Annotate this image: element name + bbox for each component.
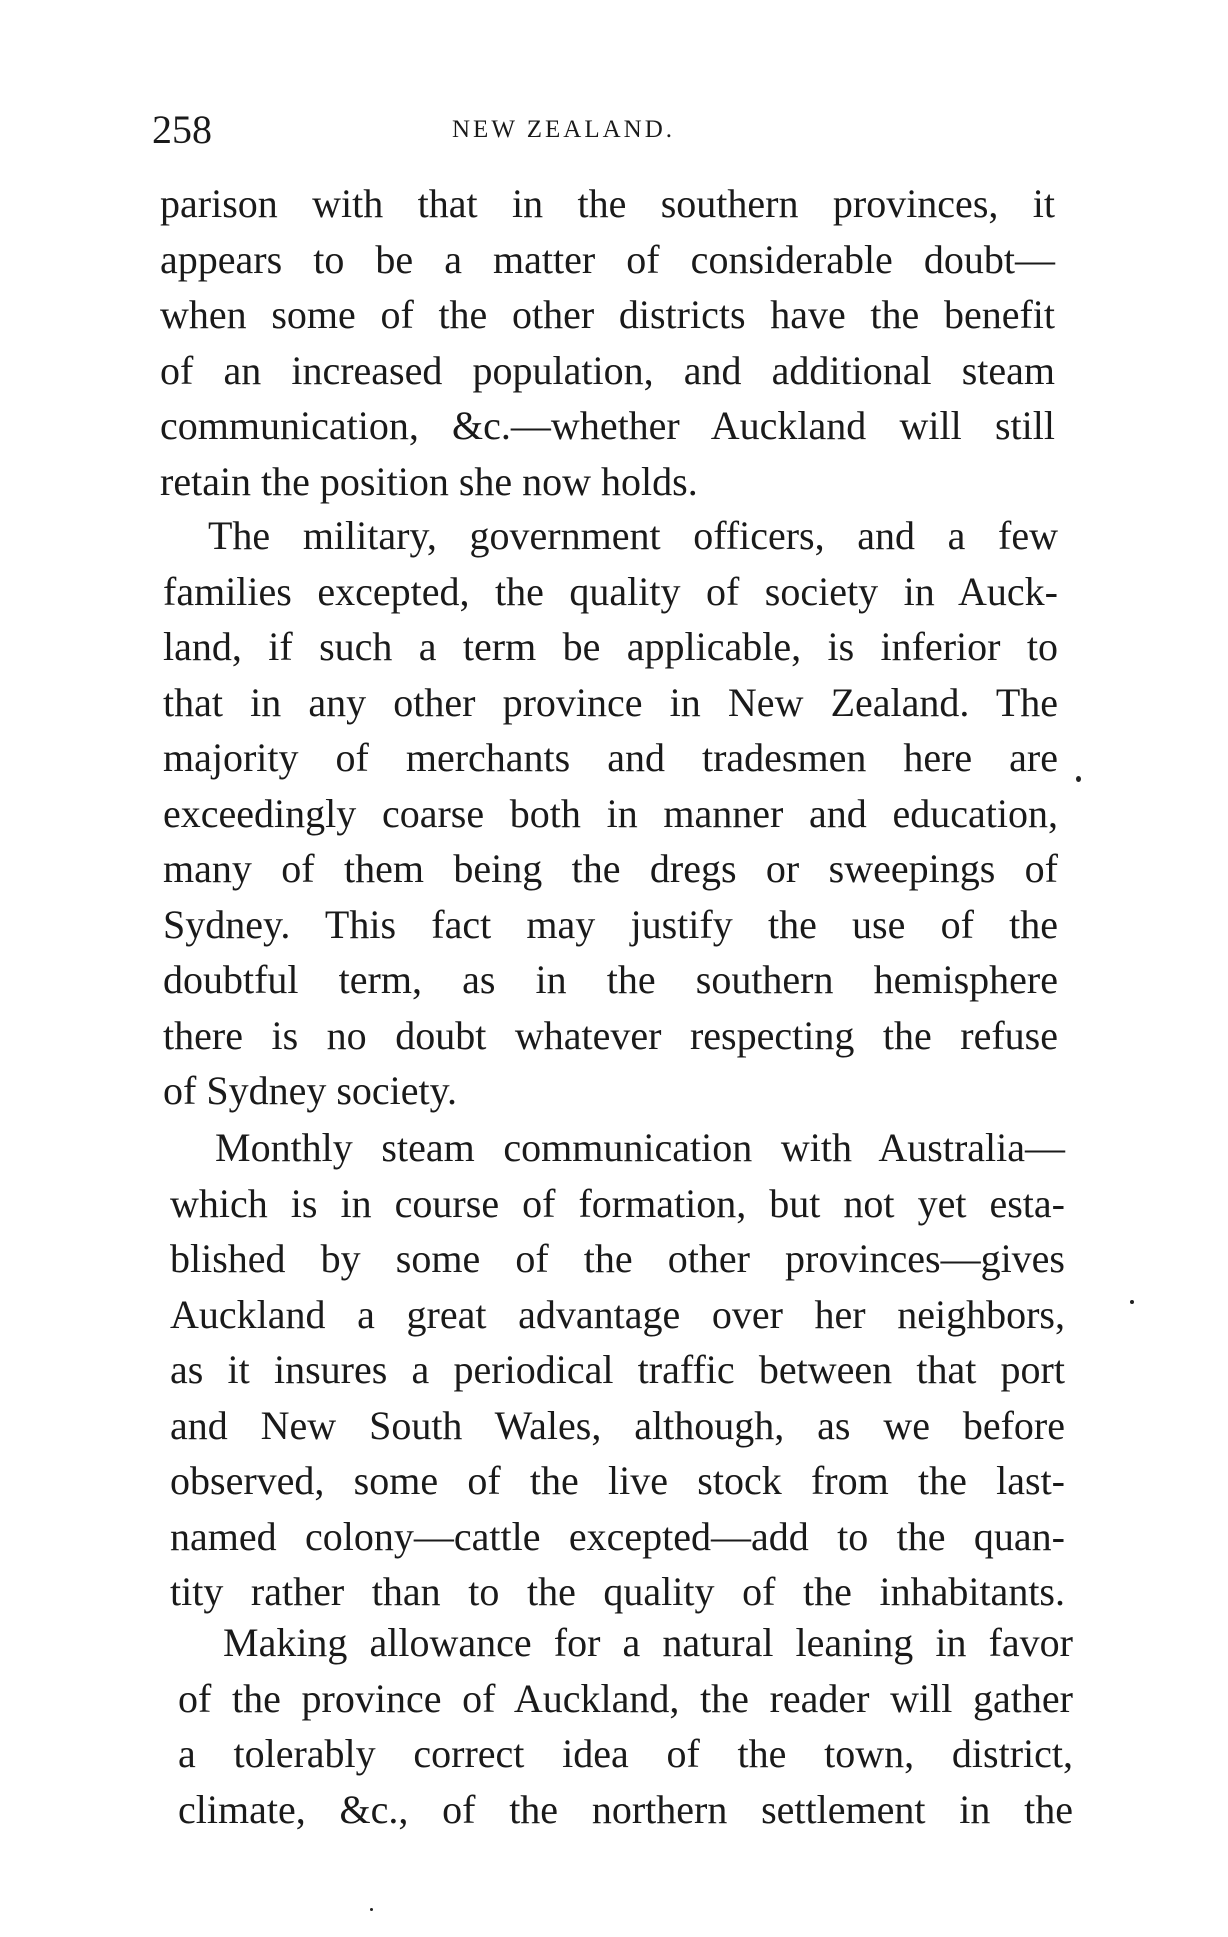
text-line: tity rather than to the quality of the inhabitants. bbox=[170, 1569, 1065, 1614]
paragraph-2 bbox=[163, 508, 1058, 1119]
text-line: and New South Wales, although, as we before bbox=[170, 1402, 1065, 1448]
ink-speck bbox=[1130, 1300, 1134, 1304]
ink-speck bbox=[370, 1908, 373, 1911]
text-line: a tolerably correct idea of the town, district, bbox=[178, 1731, 1073, 1776]
ink-speck bbox=[1076, 776, 1081, 782]
page-number: 258 bbox=[152, 107, 212, 152]
text-line: there is no doubt whatever respecting the refuse bbox=[163, 1012, 1058, 1058]
paragraph-4 bbox=[178, 1615, 1073, 1837]
text-line: retain the position she now holds. bbox=[160, 458, 698, 504]
paragraph-1 bbox=[160, 176, 1055, 509]
text-line: Monthly steam communication with Australia— bbox=[215, 1125, 1065, 1170]
text-line: when some of the other districts have the benefit bbox=[160, 292, 1055, 337]
running-head: NEW ZEALAND. bbox=[452, 116, 675, 143]
text-line: observed, some of the live stock from the last- bbox=[170, 1458, 1065, 1503]
text-line: named colony—cattle excepted—add to the quan- bbox=[170, 1513, 1065, 1559]
text-line: exceedingly coarse both in manner and education, bbox=[163, 790, 1058, 836]
text-line: majority of merchants and tradesmen here are bbox=[163, 735, 1058, 780]
text-line: climate, &c., of the northern settlement in the bbox=[178, 1786, 1073, 1832]
text-line: land, if such a term be applicable, is inferior to bbox=[163, 624, 1058, 669]
text-line: which is in course of formation, but not yet esta- bbox=[170, 1180, 1065, 1226]
text-line: of Sydney society. bbox=[163, 1068, 458, 1113]
text-line: of an increased population, and additional steam bbox=[160, 347, 1055, 393]
text-line: many of them being the dregs or sweepings of bbox=[163, 846, 1058, 891]
text-line: families excepted, the quality of society in Auck- bbox=[163, 568, 1058, 614]
text-line: that in any other province in New Zealand. The bbox=[163, 679, 1058, 725]
text-line: Sydney. This fact may justify the use of the bbox=[163, 901, 1058, 947]
text-line: doubtful term, as in the southern hemisphere bbox=[163, 957, 1058, 1002]
text-line: blished by some of the other provinces—gives bbox=[170, 1236, 1065, 1281]
text-line: Making allowance for a natural leaning in favor bbox=[223, 1620, 1073, 1665]
page-header bbox=[152, 100, 1072, 160]
text-line: of the province of Auckland, the reader will gather bbox=[178, 1675, 1073, 1721]
text-line: appears to be a matter of considerable doubt— bbox=[160, 236, 1055, 282]
paragraph-3 bbox=[170, 1120, 1065, 1620]
text-line: communication, &c.—whether Auckland will still bbox=[160, 403, 1055, 448]
text-line: as it insures a periodical traffic between that port bbox=[170, 1347, 1065, 1392]
text-line: The military, government officers, and a few bbox=[208, 513, 1058, 558]
text-line: Auckland a great advantage over her neighbors, bbox=[170, 1291, 1065, 1337]
text-line: parison with that in the southern provinces, it bbox=[160, 181, 1055, 226]
